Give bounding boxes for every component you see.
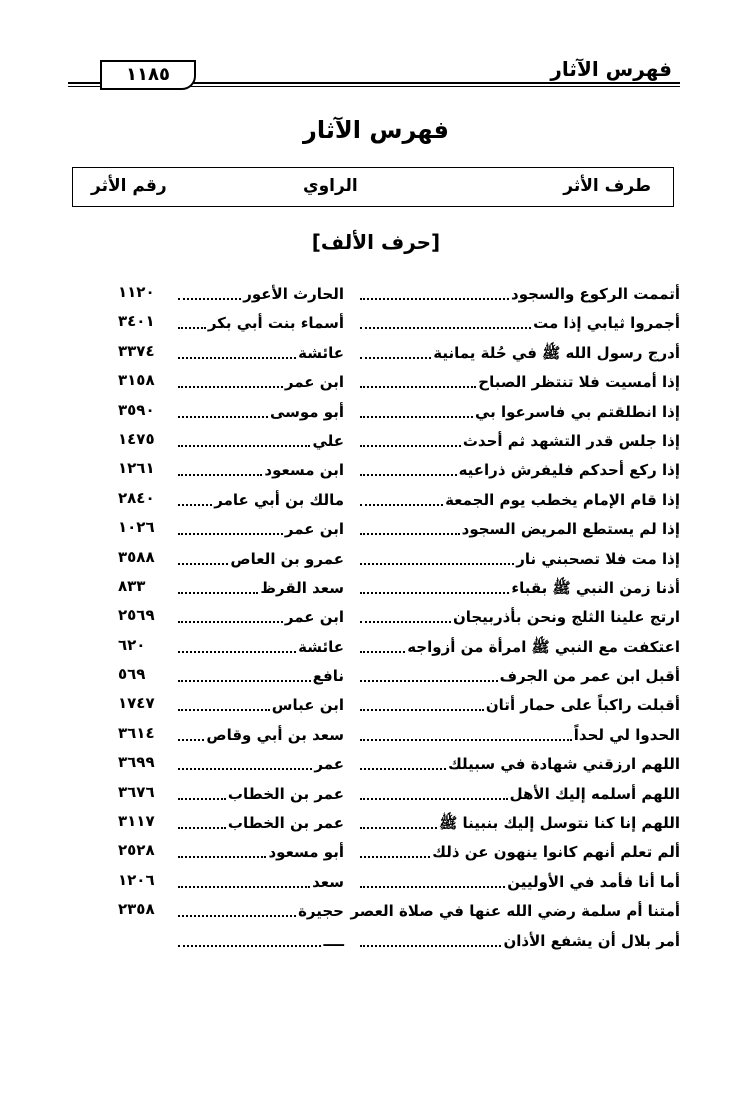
rawi-cell [176,694,344,716]
running-header-title: فهرس الآثار [550,57,672,81]
column-header-rawi: الراوي [303,176,358,196]
atar-cell [358,548,680,570]
atar-cell [358,724,680,746]
leader-dots [178,827,226,829]
atar-cell [358,694,680,716]
leader-dots [360,474,457,476]
rawi-cell [176,430,344,452]
leader-dots [178,768,312,770]
atar-text: اللهم أسلمه إليك الأهل [509,784,680,803]
leader-dots [178,709,270,711]
table-row [0,280,752,309]
rawi-text: ابن عمر [284,373,344,392]
rawi-text: سعد بن أبي وقاص [206,725,344,744]
table-row [0,427,752,456]
section-heading: [حرف الألف] [311,230,441,254]
rawi-text: الحارث الأعور [243,285,344,303]
atar-cell [358,283,680,305]
column-header-number: رقم الأثر [91,176,167,196]
rawi-cell [176,783,344,805]
rawi-cell [176,283,344,305]
atar-cell [358,665,680,687]
table-row [0,691,752,720]
table-row [0,868,752,897]
rawi-text: ــــ [323,931,344,950]
rawi-cell [176,841,344,863]
atar-text: ألم تعلم أنهم كانوا ينهون عن ذلك [432,843,680,862]
atar-number: ٢٣٥٨ [118,900,155,919]
leader-dots [178,856,266,858]
leader-dots [360,563,514,565]
leader-dots [360,592,509,594]
table-row [0,309,752,338]
leader-dots [360,445,461,447]
table-row [0,897,752,926]
rawi-cell [176,606,344,628]
leader-dots [178,592,258,594]
atar-cell [358,371,680,393]
leader-dots [178,474,262,476]
leader-dots [178,386,283,388]
table-row [0,721,752,750]
table-row [0,633,752,662]
table-row [0,486,752,515]
leader-dots [360,416,473,418]
atar-number: ٣٦٧٦ [118,782,155,801]
leader-dots [360,856,430,858]
atar-number: ٥٦٩ [118,665,146,684]
leader-dots [178,798,226,800]
leader-dots [360,945,501,947]
atar-text: أما أنا فأمد في الأوليين [507,872,680,891]
rawi-text: أسماء بنت أبي بكر [207,314,344,333]
leader-dots [178,357,296,359]
rawi-text: أبو موسى [269,402,344,421]
rawi-cell [176,577,344,599]
atar-text: إذا انطلقتم بي فاسرعوا بي [474,402,680,421]
atar-text: اعتكفت مع النبي ﷺ امرأة من أزواجه [407,637,680,656]
rawi-text: عمر بن الخطاب [227,784,344,803]
rawi-text: ابن مسعود [264,461,344,480]
atar-number: ٦٢٠ [118,635,146,654]
atar-cell [358,401,680,423]
table-row [0,515,752,544]
leader-dots [178,621,283,623]
index-table [0,280,752,956]
atar-cell [358,783,680,805]
atar-text: إذا أمسيت فلا تنتظر الصباح [478,373,680,392]
atar-text: ارتج علينا الثلج ونحن بأذربيجان [452,608,680,627]
leader-dots [178,915,296,917]
leader-dots [178,886,310,888]
atar-number: ١٢٠٦ [118,870,155,889]
leader-dots [178,298,241,300]
table-row [0,545,752,574]
rawi-text: مالك بن أبي عامر [214,490,344,509]
atar-number: ٢٥٦٩ [118,606,155,625]
leader-dots [178,327,206,329]
rawi-text: عائشة [298,637,344,656]
rawi-cell [176,312,344,334]
atar-cell [358,518,680,540]
atar-cell [350,900,680,922]
table-row [0,574,752,603]
rawi-cell [176,812,344,834]
atar-cell [358,930,680,952]
atar-number: ١١٢٠ [118,283,155,301]
table-row [0,339,752,368]
leader-dots [360,386,476,388]
table-row [0,662,752,691]
atar-number: ٣٥٩٠ [118,400,155,419]
atar-number: ٣٥٨٨ [118,547,155,566]
rawi-cell [176,900,344,922]
rawi-text: ابن عمر [284,520,344,539]
leader-dots [360,709,484,711]
atar-number: ١٢٦١ [118,459,155,478]
table-row [0,750,752,779]
atar-cell [358,577,680,599]
atar-text: أدرج رسول الله ﷺ في حُلة يمانية [433,343,680,362]
rawi-text: نافع [312,667,344,686]
rawi-cell [176,518,344,540]
atar-cell [358,636,680,658]
atar-text: أمر بلال أن يشفع الأذان [503,931,680,950]
atar-number: ٣٦١٤ [118,723,155,742]
rawi-cell [176,371,344,393]
leader-dots [178,739,204,741]
table-row [0,456,752,485]
rawi-cell [176,401,344,423]
running-header [68,52,680,92]
leader-dots [178,416,268,418]
table-row [0,780,752,809]
rawi-text: ابن عباس [271,696,344,715]
column-header-box [72,167,674,207]
leader-dots [360,680,498,682]
rawi-cell [176,665,344,687]
atar-text: أقبل ابن عمر من الجرف [499,667,680,686]
leader-dots [178,651,296,653]
rawi-text: سعد [312,872,344,891]
leader-dots [360,739,572,741]
leader-dots [360,533,460,535]
atar-cell [358,606,680,628]
leader-dots [178,504,212,506]
table-row [0,398,752,427]
atar-number: ٣٦٩٩ [118,753,155,772]
atar-text: إذا قام الإمام يخطب يوم الجمعة [445,490,680,509]
rawi-cell [176,930,344,952]
atar-text: الحدوا لي لحداً [573,725,680,744]
leader-dots [360,298,509,300]
atar-cell [358,753,680,775]
table-row [0,927,752,956]
atar-text: أذنا زمن النبي ﷺ بقباء [511,578,680,597]
rawi-cell [176,753,344,775]
leader-dots [360,798,508,800]
leader-dots [178,945,321,947]
atar-text: أتممت الركوع والسجود [511,285,680,303]
table-row [0,603,752,632]
rawi-text: عائشة [298,343,344,362]
atar-text: أقبلت راكباً على حمار أتان [485,696,680,715]
atar-number: ١٧٤٧ [118,694,155,713]
atar-text: أجمروا ثيابي إذا مت [533,314,680,333]
leader-dots [178,680,311,682]
atar-number: ١٤٧٥ [118,429,155,448]
rawi-cell [176,636,344,658]
atar-cell [358,430,680,452]
table-row [0,368,752,397]
atar-number: ١٠٢٦ [118,518,155,537]
leader-dots [360,327,531,329]
atar-number: ٣١١٧ [118,812,155,831]
rawi-cell [176,548,344,570]
atar-text: إذا لم يستطع المريض السجود [461,520,680,539]
leader-dots [178,533,283,535]
atar-cell [358,312,680,334]
leader-dots [360,768,446,770]
atar-cell [358,342,680,364]
rawi-text: حجيرة [298,902,344,921]
rawi-cell [176,489,344,511]
rawi-text: أبو مسعود [268,843,344,862]
page-title: فهرس الآثار [303,116,449,144]
leader-dots [360,357,431,359]
rawi-text: علي [312,431,344,450]
atar-cell [358,841,680,863]
atar-number: ٣٤٠١ [118,312,155,331]
atar-number: ٨٣٣ [118,576,146,595]
leader-dots [360,621,451,623]
atar-number: ٣٣٧٤ [118,341,155,360]
rawi-text: عمر [314,755,344,774]
atar-text: اللهم ارزقني شهادة في سبيلك [448,755,680,774]
rawi-cell [176,459,344,481]
leader-dots [360,886,505,888]
atar-cell [358,489,680,511]
atar-number: ٣١٥٨ [118,371,155,390]
column-header-atar: طرف الأثر [563,176,651,196]
rawi-text: عمر بن الخطاب [227,814,344,833]
atar-text: أمتنا أم سلمة رضي الله عنها في صلاة العصر [350,902,680,921]
rawi-text: سعد القرظ [260,578,344,597]
atar-cell [358,812,680,834]
table-row [0,838,752,867]
leader-dots [360,651,405,653]
table-row [0,809,752,838]
atar-text: إذا مت فلا تصحبني نار [516,549,680,568]
atar-number [118,930,180,952]
rawi-text: ابن عمر [284,608,344,627]
rawi-cell [176,342,344,364]
leader-dots [178,445,310,447]
leader-dots [360,504,443,506]
atar-number: ٢٥٢٨ [118,841,155,860]
atar-cell [358,459,680,481]
leader-dots [178,563,228,565]
leader-dots [360,827,437,829]
atar-text: إذا ركع أحدكم فليفرش ذراعيه [458,461,680,480]
atar-text: إذا جلس قدر التشهد ثم أحدث [462,431,680,450]
rawi-cell [176,724,344,746]
atar-text: اللهم إنا كنا نتوسل إليك بنبينا ﷺ [439,814,680,833]
rawi-text: عمرو بن العاص [230,549,344,568]
atar-cell [358,871,680,893]
atar-number: ٢٨٤٠ [118,488,155,507]
rawi-cell [176,871,344,893]
page-number: ١١٨٥ [100,60,196,90]
